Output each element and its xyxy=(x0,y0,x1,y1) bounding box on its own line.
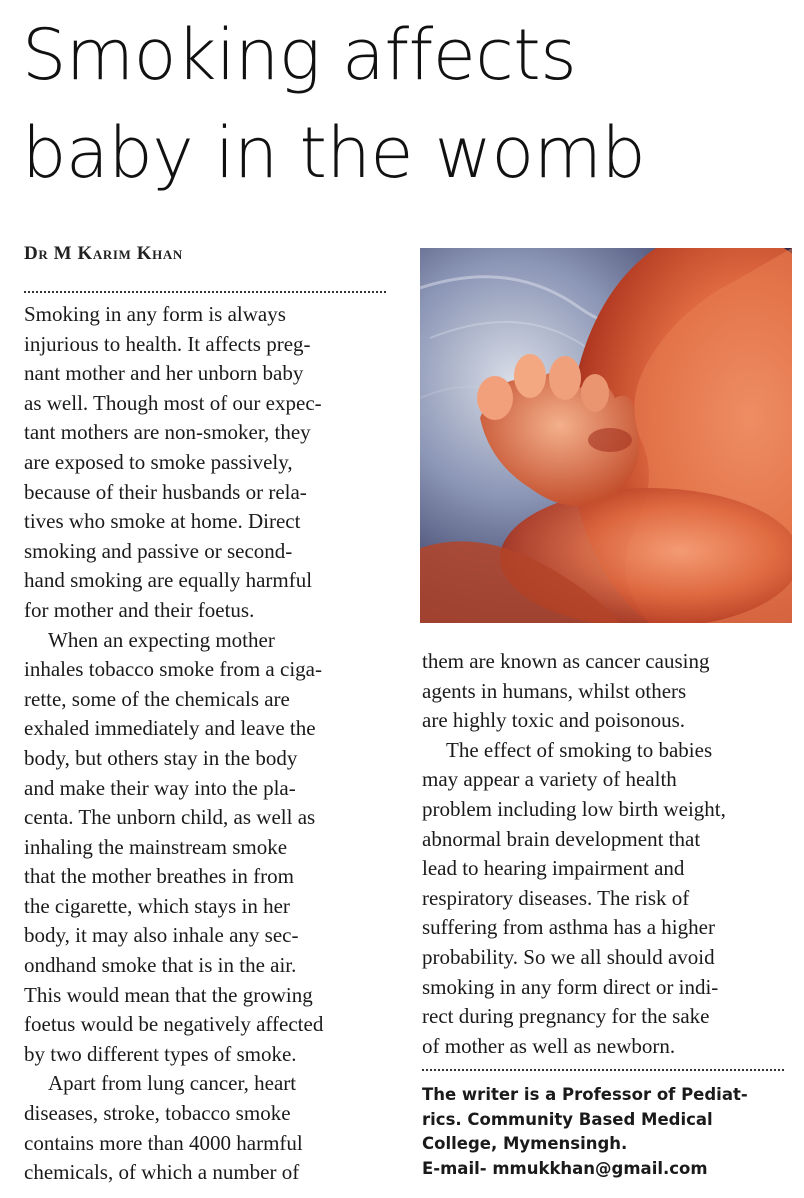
headline-line-1: Smoking affects xyxy=(22,14,577,96)
body-text-line: them are known as cancer causing xyxy=(422,649,710,673)
body-text-line: abnormal brain development that xyxy=(422,826,701,851)
body-text-line: tives who smoke at home. Direct xyxy=(24,509,301,534)
body-text-line: The effect of smoking to babies xyxy=(446,737,713,762)
body-text-line: Apart from lung cancer, heart xyxy=(48,1071,297,1096)
body-text-line: inhales tobacco smoke from a ciga- xyxy=(24,657,322,682)
body-text-line: problem including low birth weight, xyxy=(422,796,726,821)
body-text-line: of mother as well as newborn. xyxy=(422,1033,676,1058)
body-text-line: agents in humans, whilst others xyxy=(422,678,687,703)
left-column xyxy=(24,300,394,1188)
body-text-line: tant mothers are non-smoker, they xyxy=(24,420,311,445)
body-text-line: by two different types of smoke. xyxy=(24,1041,297,1066)
author-note-line: The writer is a Professor of Pediat- xyxy=(422,1085,748,1104)
fetus-photo-icon xyxy=(420,248,792,623)
body-text-line: rette, some of the chemicals are xyxy=(24,686,290,711)
body-text-line: as well. Though most of our expec- xyxy=(24,390,322,415)
body-text-line: foetus would be negatively affected xyxy=(24,1012,324,1037)
body-text-line: probability. So we all should avoid xyxy=(422,944,715,969)
body-text-line: nant mother and her unborn baby xyxy=(24,361,304,386)
fetus-photo xyxy=(420,248,792,623)
body-text-line: injurious to health. It affects preg- xyxy=(24,331,311,356)
right-column xyxy=(422,647,792,1061)
headline-line-2: baby in the womb xyxy=(22,112,646,194)
body-text-line: respiratory diseases. The risk of xyxy=(422,885,690,910)
body-text-line: centa. The unborn child, as well as xyxy=(24,805,316,830)
byline: Dr M Karim Khan xyxy=(24,243,183,264)
body-text-line: smoking and passive or second- xyxy=(24,538,293,563)
body-text-line: Smoking in any form is always xyxy=(24,302,286,326)
body-text-line: This would mean that the growing xyxy=(24,982,313,1007)
body-text-line: are highly toxic and poisonous. xyxy=(422,708,686,733)
author-note-line: E-mail- mmukkhan@gmail.com xyxy=(422,1158,708,1178)
body-text-line: body, it may also inhale any sec- xyxy=(24,923,299,948)
body-text-line: rect during pregnancy for the sake xyxy=(422,1004,710,1029)
body-text-line: the cigarette, which stays in her xyxy=(24,893,290,918)
body-text-line: hand smoking are equally harmful xyxy=(24,568,313,593)
body-text-line: contains more than 4000 harmful xyxy=(24,1130,303,1155)
author-note-line: College, Mymensingh. xyxy=(422,1134,628,1153)
body-text-line: diseases, stroke, tobacco smoke xyxy=(24,1101,291,1126)
body-text-line: inhaling the mainstream smoke xyxy=(24,834,288,859)
body-text-line: chemicals, of which a number of xyxy=(24,1160,300,1185)
body-text-line: lead to hearing impairment and xyxy=(422,856,685,881)
body-text-line: for mother and their foetus. xyxy=(24,597,255,622)
author-note-line: rics. Community Based Medical xyxy=(422,1109,713,1129)
body-text-line: that the mother breathes in from xyxy=(24,864,294,889)
body-text-line: because of their husbands or rela- xyxy=(24,479,307,504)
body-text-line: When an expecting mother xyxy=(48,627,275,652)
body-text-line: body, but others stay in the body xyxy=(24,745,298,770)
body-text-line: smoking in any form direct or indi- xyxy=(422,974,719,999)
headline xyxy=(22,6,802,202)
body-text-line: are exposed to smoke passively, xyxy=(24,449,293,474)
author-note xyxy=(422,1083,748,1181)
body-text-line: suffering from asthma has a higher xyxy=(422,915,715,940)
note-divider xyxy=(422,1069,784,1071)
byline-divider xyxy=(24,291,386,293)
body-text-line: may appear a variety of health xyxy=(422,767,677,792)
body-text-line: exhaled immediately and leave the xyxy=(24,716,316,741)
body-text-line: ondhand smoke that is in the air. xyxy=(24,953,297,978)
body-text-line: and make their way into the pla- xyxy=(24,775,296,800)
